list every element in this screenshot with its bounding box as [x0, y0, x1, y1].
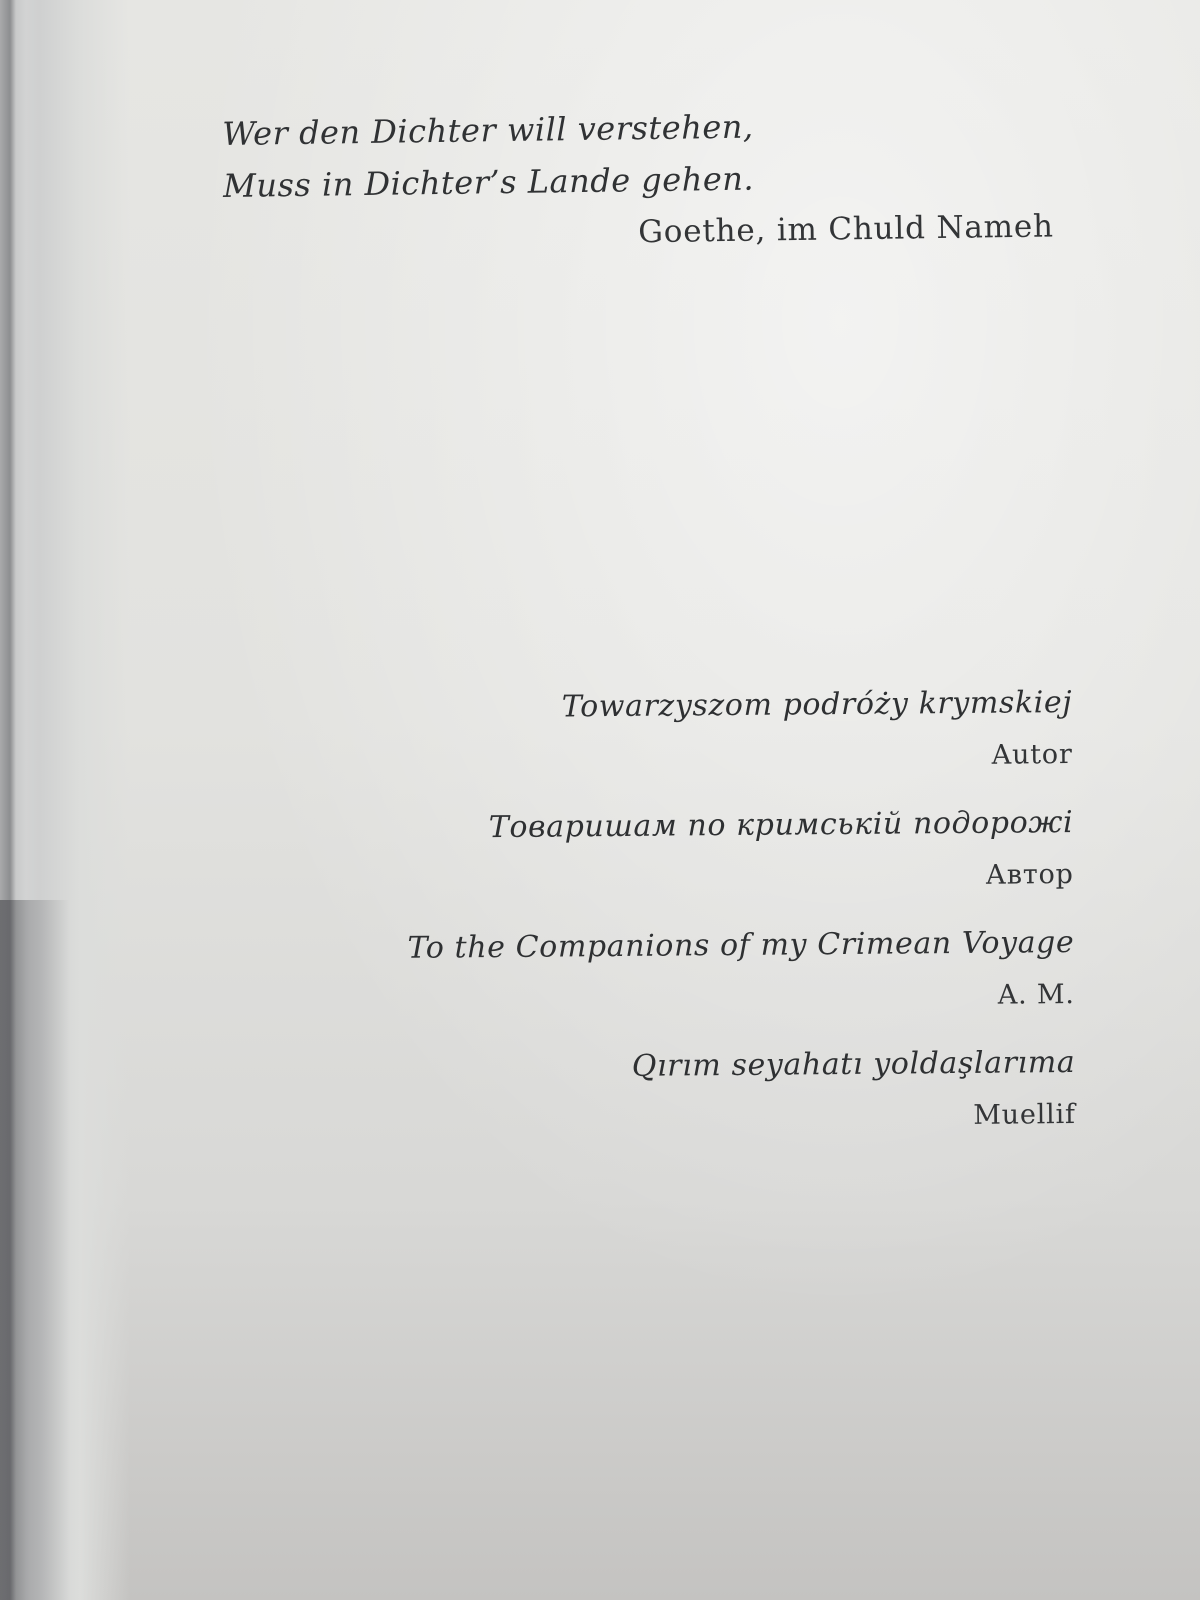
epigraph-attribution: Goethe, im Chuld Nameh: [637, 208, 1054, 251]
dedication-text: Qırım seyahatı yoldaşlarıma: [631, 1044, 1076, 1084]
dedication-signature: A. M.: [997, 978, 1075, 1011]
epigraph-line: Muss in Dichter’s Lande gehen.: [222, 159, 755, 205]
dedication-polish: [372, 683, 1073, 781]
dedication-text: Товаришам по кримській подорожі: [488, 804, 1074, 846]
epigraph: [222, 96, 1074, 256]
dedications: [372, 683, 1076, 1169]
dedication-text: To the Companions of my Crimean Voyage: [407, 924, 1075, 966]
gutter-shadow: [0, 900, 70, 1600]
epigraph-line: Wer den Dichter will verstehen,: [222, 107, 754, 153]
dedication-ukrainian: [373, 803, 1074, 901]
dedication-signature: Автор: [985, 858, 1074, 891]
dedication-crimean-tatar: [375, 1043, 1076, 1141]
dedication-signature: Autor: [991, 738, 1073, 771]
dedication-english: [374, 923, 1075, 1021]
dedication-text: Towarzyszom podróży krymskiej: [561, 684, 1073, 725]
dedication-signature: Muellif: [973, 1098, 1076, 1131]
